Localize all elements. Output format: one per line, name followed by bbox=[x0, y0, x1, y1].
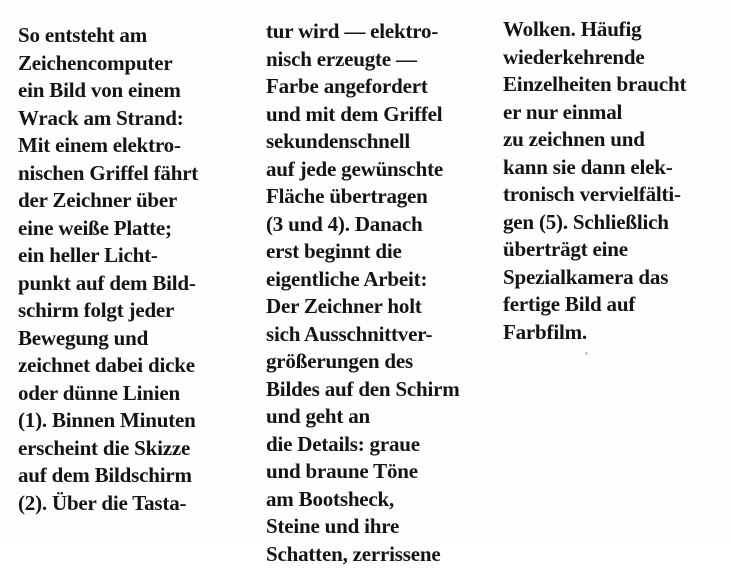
text-line: und geht an bbox=[266, 403, 460, 431]
text-line: Wolken. Häufig bbox=[503, 16, 686, 44]
text-line: nisch erzeugte — bbox=[266, 46, 460, 74]
text-line: wiederkehrende bbox=[503, 44, 686, 72]
text-line: kann sie dann elek- bbox=[503, 154, 686, 182]
text-line: Mit einem elektro- bbox=[18, 132, 198, 160]
text-line: Bewegung und bbox=[18, 325, 198, 353]
text-line: Farbfilm. bbox=[503, 319, 686, 347]
text-line: Spezialkamera das bbox=[503, 264, 686, 292]
text-line: Bildes auf den Schirm bbox=[266, 376, 460, 404]
text-line: Schatten, zerrissene bbox=[266, 541, 460, 568]
text-line: größerungen des bbox=[266, 348, 460, 376]
text-line: tronisch vervielfälti- bbox=[503, 181, 686, 209]
text-line: sich Ausschnittver- bbox=[266, 321, 460, 349]
text-line: Wrack am Strand: bbox=[18, 105, 198, 133]
text-line: und braune Töne bbox=[266, 458, 460, 486]
text-line: die Details: graue bbox=[266, 431, 460, 459]
text-line: So entsteht am bbox=[18, 22, 198, 50]
text-line: auf jede gewünschte bbox=[266, 156, 460, 184]
text-line: Farbe angefordert bbox=[266, 73, 460, 101]
text-line: (2). Über die Tasta- bbox=[18, 490, 198, 518]
text-line: fertige Bild auf bbox=[503, 291, 686, 319]
text-column-1 bbox=[18, 22, 198, 517]
text-line: ein Bild von einem bbox=[18, 77, 198, 105]
text-line: nischen Griffel fährt bbox=[18, 160, 198, 188]
text-line: auf dem Bildschirm bbox=[18, 462, 198, 490]
scan-speck bbox=[585, 352, 588, 355]
text-line: Der Zeichner holt bbox=[266, 293, 460, 321]
text-line: (3 und 4). Danach bbox=[266, 211, 460, 239]
text-line: eigentliche Arbeit: bbox=[266, 266, 460, 294]
text-line: sekundenschnell bbox=[266, 128, 460, 156]
text-line: schirm folgt jeder bbox=[18, 297, 198, 325]
text-line: zu zeichnen und bbox=[503, 126, 686, 154]
text-line: er nur einmal bbox=[503, 99, 686, 127]
text-line: der Zeichner über bbox=[18, 187, 198, 215]
text-line: ein heller Licht- bbox=[18, 242, 198, 270]
text-line: am Bootsheck, bbox=[266, 486, 460, 514]
text-column-2 bbox=[266, 18, 460, 568]
text-line: (1). Binnen Minuten bbox=[18, 407, 198, 435]
text-line: zeichnet dabei dicke bbox=[18, 352, 198, 380]
text-line: Zeichencomputer bbox=[18, 50, 198, 78]
text-line: und mit dem Griffel bbox=[266, 101, 460, 129]
text-line: punkt auf dem Bild- bbox=[18, 270, 198, 298]
text-line: erscheint die Skizze bbox=[18, 435, 198, 463]
text-line: Einzelheiten braucht bbox=[503, 71, 686, 99]
text-line: überträgt eine bbox=[503, 236, 686, 264]
text-line: erst beginnt die bbox=[266, 238, 460, 266]
text-line: eine weiße Platte; bbox=[18, 215, 198, 243]
text-column-3 bbox=[503, 16, 686, 346]
text-line: oder dünne Linien bbox=[18, 380, 198, 408]
text-line: Fläche übertragen bbox=[266, 183, 460, 211]
text-line: Steine und ihre bbox=[266, 513, 460, 541]
text-line: tur wird — elektro- bbox=[266, 18, 460, 46]
text-line: gen (5). Schließlich bbox=[503, 209, 686, 237]
